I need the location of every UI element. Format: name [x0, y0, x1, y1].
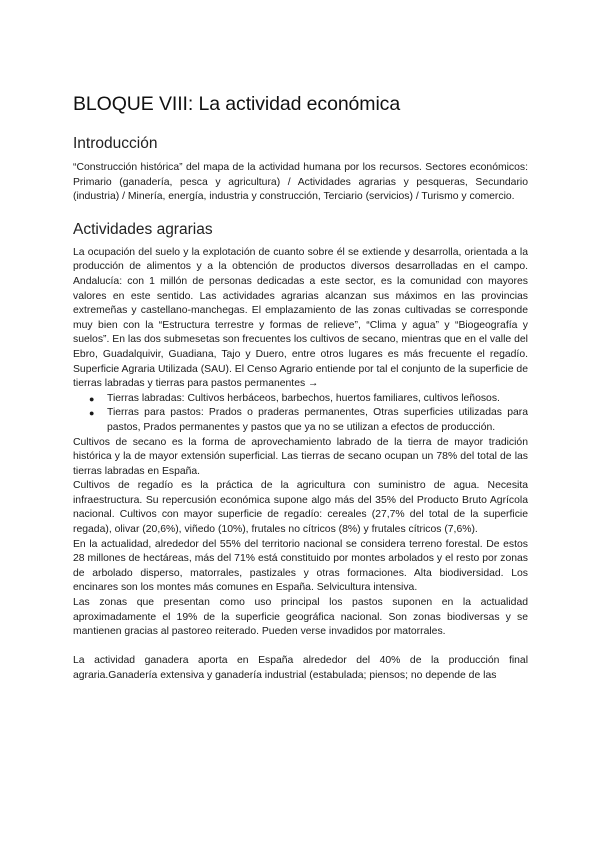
- page-title: BLOQUE VIII: La actividad económica: [73, 93, 401, 115]
- section-heading-agrarias: Actividades agrarias: [73, 220, 213, 238]
- intro-paragraph: “Construcción histórica” del mapa de la actividad humana por los recursos. Sectores económicos: Primario (ganadería, pesca y agricultura) / Actividades agrarias y pesqueras, Secundario (industria) / Minería, energía, industria y construcción, Terciario (servicios) / Turismo y comercio.: [73, 162, 528, 203]
- section-heading-intro: Introducción: [73, 135, 158, 152]
- list-item: [73, 392, 528, 407]
- regadio-paragraph: Cultivos de regadío es la práctica de la agricultura con suministro de agua. Necesita infraestructura. Su repercusión económica supone algo más del 35% del Producto Bruto Agrícola nacional. Cultivos con mayor superficie de regadío: cereales (27,7% del total de la superficie regada), olivar (20,6%), viñedo (10%), frutales no cítricos (8%) y frutales cítricos (7,6%).: [73, 480, 528, 536]
- forestal-paragraph: En la actualidad, alrededor del 55% del territorio nacional se considera terreno forestal. De estos 28 millones de hectáreas, más del 71% está constituido por montes arbolados y el resto por zonas de arbolado disperso, matorrales, pastizales y otras formaciones. Alta biodiversidad. Los encinares son los montes más comunes en España. Selvicultura intensiva.: [73, 538, 528, 594]
- list-item: [73, 406, 528, 435]
- secano-paragraph: Cultivos de secano es la forma de aprovechamiento labrado de la tierra de mayor tradición histórica y la de mayor extensión superficial. Las tierras de secano ocupan un 78% del total de las tierras labradas en España.: [73, 436, 528, 477]
- list-item-text: Tierras labradas: Cultivos herbáceos, barbechos, huertos familiares, cultivos leñosos.: [107, 392, 500, 404]
- land-types-list: [73, 392, 528, 436]
- list-item-text: Tierras para pastos: Prados o praderas permanentes, Otras superficies utilizadas para pastos, Prados permanentes y pastos que ya no se utilizan a efectos de producción.: [107, 407, 528, 433]
- bullet-icon: ●: [89, 408, 95, 419]
- agrarias-paragraph-1: La ocupación del suelo y la explotación de cuanto sobre él se extiende y desarrolla, orientada a la producción de alimentos y a la obtención de productos diversos desarrolladas en el campo. Andalucía: con 1 millón de personas dedicadas a este sector, es la comunidad con mayores valores en este sentido. Las actividades agrarias alcanzan sus máximos en las provincias extremeñas y castellano-manchegas. El emplazamiento de las zonas cultivadas se corresponde muy bien con la “Estructura terrestre y formas de relieve”, “Clima y agua” y “Biogeografía y suelos”. En las dos submesetas son frecuentes los cultivos de secano, mientras que en el valle del Ebro, Guadalquivir, Guadiana, Tajo y Duero, entre otros lugares es más frecuente el regadío. Superficie Agraria Utilizada (SAU). El Censo Agrario entiende por tal el conjunto de la superficie de tierras labradas y tierras para pastos permanentes →: [73, 246, 528, 390]
- document-body: [73, 93, 528, 684]
- ganaderia-paragraph: La actividad ganadera aporta en España alrededor del 40% de la producción final agraria.Ganadería extensiva y ganadería industrial (estabulada; piensos; no depende de las: [73, 655, 528, 681]
- paragraph-spacer: [73, 640, 528, 655]
- bullet-icon: ●: [89, 393, 95, 404]
- pastos-paragraph: Las zonas que presentan como uso principal los pastos suponen en la actualidad aproximadamente el 19% de la superficie geográfica nacional. Son zonas biodiversas y se mantienen gracias al pastoreo reiterado. Pueden verse invadidos por matorrales.: [73, 597, 528, 638]
